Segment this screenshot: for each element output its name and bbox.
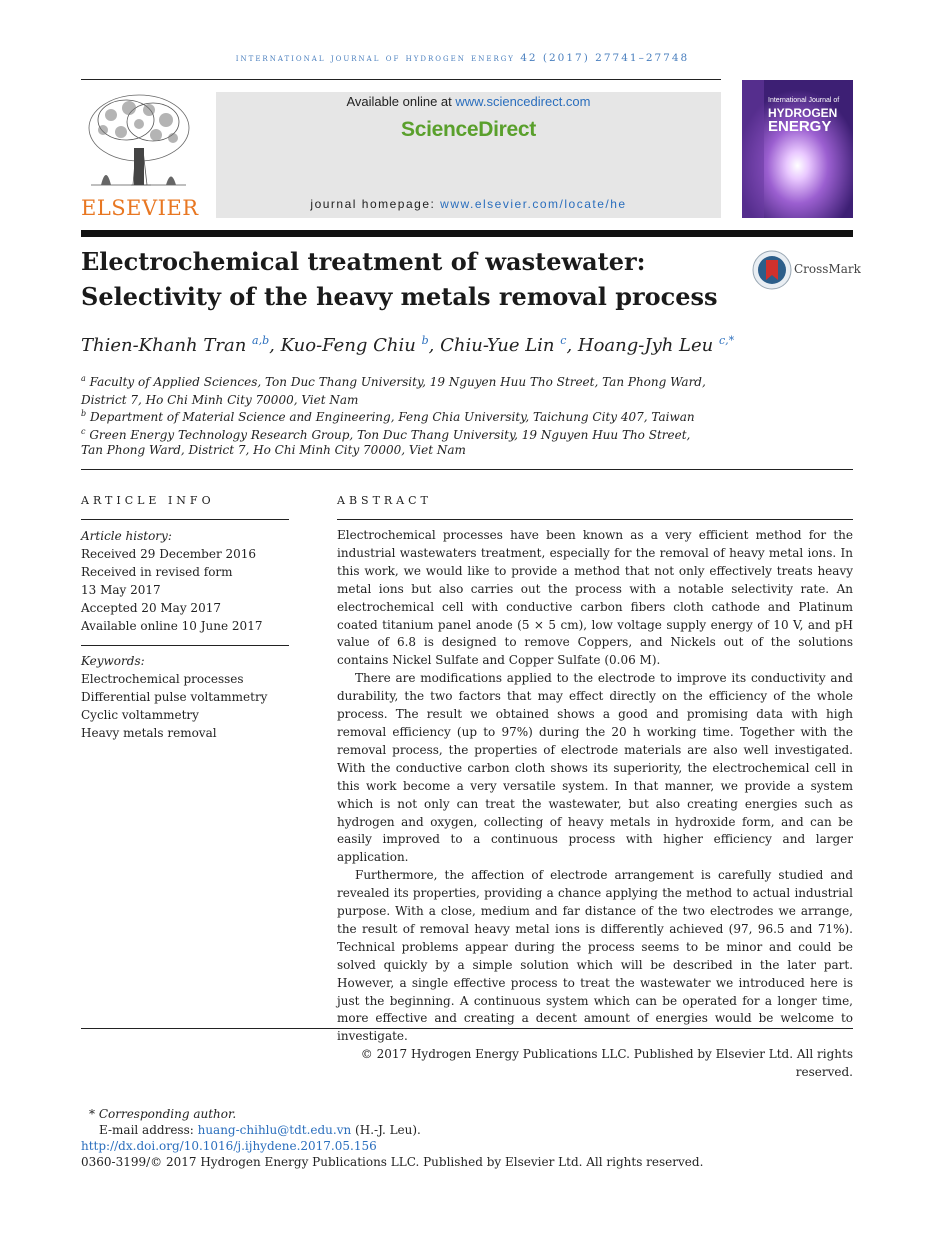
email-suffix: (H.-J. Leu).: [351, 1123, 421, 1137]
keyword: Differential pulse voltammetry: [81, 690, 268, 704]
affiliation-c-cont: [81, 441, 741, 459]
available-online-text: [216, 94, 721, 109]
abstract-heading: ABSTRACT: [337, 494, 432, 507]
author-name: Kuo-Feng Chiu: [280, 335, 416, 356]
cover-title-line1: International Journal of: [768, 97, 840, 104]
history-item: Received in revised form: [81, 565, 233, 579]
crossmark-label: CrossMark: [794, 262, 861, 276]
keywords-block: [81, 652, 289, 742]
journal-homepage-link[interactable]: www.elsevier.com/locate/he: [440, 197, 627, 211]
title-top-rule: [81, 230, 853, 237]
header-rule: [81, 79, 721, 80]
author-affiliation-mark[interactable]: c,*: [719, 334, 735, 347]
email-line: [99, 1122, 421, 1138]
cover-title: [768, 94, 850, 133]
email-link[interactable]: huang-chihlu@tdt.edu.vn: [197, 1123, 352, 1137]
article-info-heading: ARTICLE INFO: [81, 494, 215, 507]
doi-line: [81, 1138, 377, 1154]
author-affiliation-mark[interactable]: c: [560, 334, 567, 347]
keywords-label: Keywords:: [81, 654, 145, 668]
article-title-line1: Electrochemical treatment of wastewater:: [81, 247, 646, 276]
history-item: Available online 10 June 2017: [81, 619, 263, 633]
author-affiliation-mark[interactable]: a,b: [252, 334, 270, 347]
author-name: Chiu-Yue Lin: [440, 335, 555, 356]
issn-copyright: 0360-3199/© 2017 Hydrogen Energy Publications LLC. Published by Elsevier Ltd. All rights reserved.: [81, 1155, 704, 1169]
history-item: Received 29 December 2016: [81, 547, 257, 561]
cover-title-line2: HYDROGEN: [768, 106, 838, 120]
history-item: Accepted 20 May 2017: [81, 601, 221, 615]
author-affiliation-mark[interactable]: b: [421, 334, 429, 347]
elsevier-logo-text: ELSEVIER: [81, 196, 199, 220]
author-list: Thien-Khanh Tran $^{a,b}$, Kuo-Feng Chiu $^b$, Chiu-Yue Lin $^c$, Hoang-Jyh Leu $^{c,*}$: [81, 334, 735, 356]
affiliation-text: Tan Phong Ward, District 7, Ho Chi Minh City 70000, Viet Nam: [81, 443, 466, 457]
affiliation-mark: c: [81, 427, 86, 436]
abstract-paragraph: Furthermore, the affection of electrode arrangement is carefully studied and revealed its properties, providing a chance applying the method to actual industrial purpose. With a close, medium and far distance of the two electrodes we arrange, the result of removal heavy metal ions is differently achieved (97, 96.5 and 71%). Technical problems appear during the process seems to be minor and could be solved quickly by a simple solution which will be described in the later part. However, a single effective process to treat the wastewater we introduced here is just the beginning. A continuous system which can be operated for a longer time, more effective and creating a decent amount of energies would be welcome to investigate.: [337, 868, 853, 1044]
author-name: Thien-Khanh Tran: [81, 335, 247, 356]
tree-icon: [81, 90, 196, 195]
sciencedirect-brand: ScienceDirect: [400, 118, 536, 141]
affiliation-text: Faculty of Applied Sciences, Ton Duc Thang University, 19 Nguyen Huu Tho Street, Tan Phong Ward, District 7, Ho Chi Minh City 70000, Viet Nam: [81, 375, 706, 407]
journal-citation-line: international journal of hydrogen energy 42 (2017) 27741–27748: [235, 52, 690, 64]
corresponding-author-note: * Corresponding author.: [89, 1107, 237, 1121]
crossmark-button[interactable]: [752, 250, 861, 292]
keyword: Electrochemical processes: [81, 672, 244, 686]
abstract-paragraph: Electrochemical processes have been known as a very efficient method for the industrial wastewaters treatment, especially for the removal of heavy metal ions. In this work, we would like to provide a method that not only effectively treats heavy metal ions but also carries out the process with a notable selectivity rate. An electrochemical cell with conductive carbon fibers cloth cathode and Platinum coated titanium panel anode (5 × 5 cm), low voltage supply energy of 10 V, and pH value of 6.8 is designed to remove Coppers, and Nickels out of the solutions contains Nickel Sulfate and Copper Sulfate (0.06 M).: [337, 528, 853, 668]
section-rule: [81, 469, 853, 470]
keyword: Heavy metals removal: [81, 726, 217, 740]
article-title: [81, 244, 741, 314]
abstract-body: [337, 527, 853, 1082]
article-info-rule: [81, 519, 289, 520]
crossmark-icon: [752, 250, 792, 290]
sciencedirect-link[interactable]: www.sciencedirect.com: [455, 94, 591, 109]
journal-homepage-text: [216, 197, 721, 211]
abstract-paragraph: There are modifications applied to the electrode to improve its conductivity and durability, the two factors that may effect directly on the efficiency of the whole process. The result we obtained shows a good and promising data with high removal efficiency (up to 97%) during the 20 h working time. Together with the removal process, the properties of electrode materials are also well investigated. With the conductive carbon cloth shows its superiority, the electrochemical cell in this work become a very versatile system. In that manner, we provide a system which is not only can treat the wastewater, but also creating energies such as hydrogen and oxygen, collecting of heavy metals in hydroxide form, and can be easily improved to a continuous process with higher efficiency and larger application.: [337, 671, 853, 865]
history-label: Article history:: [81, 529, 172, 543]
abstract-rule: [337, 519, 853, 520]
homepage-prefix: journal homepage:: [310, 197, 441, 211]
email-prefix: E-mail address:: [99, 1123, 198, 1137]
cover-title-line3: ENERGY: [768, 118, 832, 135]
affiliation-text: Department of Material Science and Engineering, Feng Chia University, Taichung City 407, Taiwan: [89, 410, 695, 424]
article-history: [81, 527, 289, 635]
affiliation-mark: b: [81, 409, 87, 418]
affiliation-text: Green Energy Technology Research Group, Ton Duc Thang University, 19 Nguyen Huu Tho Street,: [89, 428, 691, 442]
doi-link[interactable]: http://dx.doi.org/10.1016/j.ijhydene.2017.05.156: [81, 1139, 377, 1153]
affiliation-a: [81, 370, 741, 409]
abstract-bottom-rule: [81, 1028, 853, 1029]
keyword: Cyclic voltammetry: [81, 708, 199, 722]
history-item: 13 May 2017: [81, 583, 161, 597]
article-title-line2: Selectivity of the heavy metals removal process: [81, 282, 718, 311]
abstract-copyright: © 2017 Hydrogen Energy Publications LLC. Published by Elsevier Ltd. All rights reserved.: [360, 1047, 853, 1080]
author-name: Hoang-Jyh Leu: [577, 335, 714, 356]
affiliation-mark: a: [81, 374, 86, 383]
keywords-rule: [81, 645, 289, 646]
journal-cover[interactable]: [742, 80, 853, 218]
available-prefix: Available online at: [346, 94, 456, 109]
